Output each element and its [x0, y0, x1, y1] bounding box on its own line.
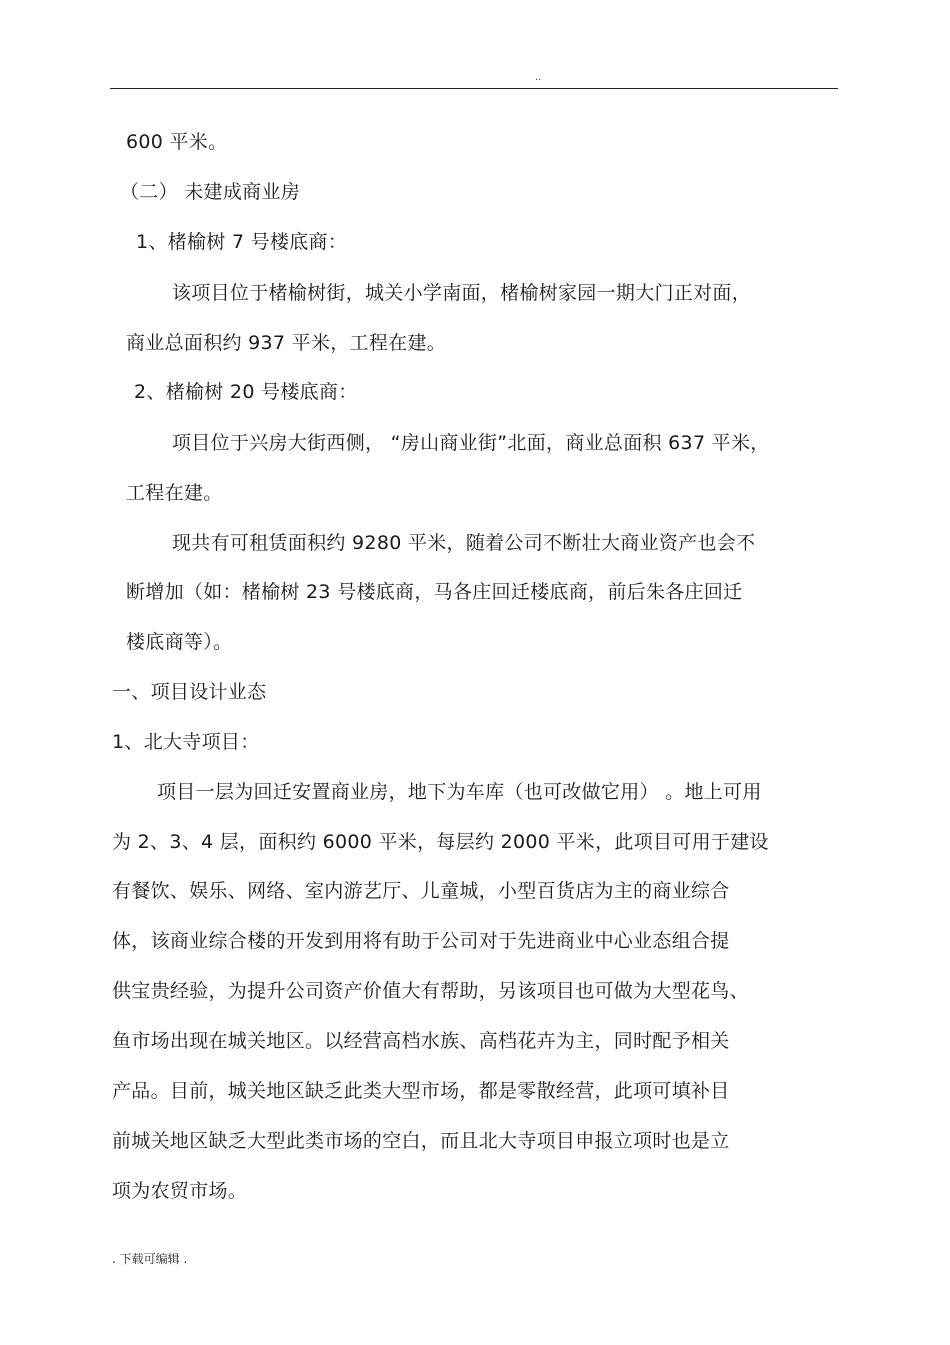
text-line: 体，该商业综合楼的开发到用将有助于公司对于先进商业中心业态组合提 [112, 930, 730, 952]
text-line: 工程在建。 [126, 482, 223, 504]
header-rule [110, 88, 838, 89]
footer-note: . 下载可编辑 . [112, 1252, 188, 1266]
text-line: 600 平米。 [126, 131, 228, 153]
text-line: 前城关地区缺乏大型此类市场的空白，而且北大寺项目申报立项时也是立 [112, 1130, 730, 1152]
text-line: 断增加（如：楮榆树 23 号楼底商，马各庄回迁楼底商，前后朱各庄回迁 [126, 581, 743, 603]
text-line: 现共有可租赁面积约 9280 平米，随着公司不断壮大商业资产也会不 [172, 532, 756, 554]
text-line: 商业总面积约 937 平米，工程在建。 [126, 332, 447, 354]
text-line: 项目一层为回迁安置商业房，地下为车库（也可改做它用） 。地上可用 [157, 781, 762, 803]
text-line: 产品。目前，城关地区缺乏此类大型市场，都是零散经营，此项可填补目 [112, 1080, 730, 1102]
item-heading: 1、北大寺项目： [112, 731, 260, 753]
section-heading: 一、项目设计业态 [112, 681, 267, 703]
text-line: 供宝贵经验，为提升公司资产价值大有帮助，另该项目也可做为大型花鸟、 [112, 980, 749, 1002]
text-line: 楼底商等）。 [126, 631, 233, 653]
section-heading: （二） 未建成商业房 [120, 181, 301, 203]
text-line: 为 2、3、4 层，面积约 6000 平米，每层约 2000 平米，此项目可用于建设 [112, 831, 769, 853]
text-line: 鱼市场出现在城关地区。以经营高档水族、高档花卉为主，同时配予相关 [112, 1030, 730, 1052]
text-line: 项目位于兴房大街西侧， “房山商业街”北面，商业总面积 637 平米， [172, 432, 770, 454]
text-line: 有餐饮、娱乐、网络、室内游艺厅、儿童城，小型百货店为主的商业综合 [112, 880, 730, 902]
item-heading: 2、楮榆树 20 号楼底商： [134, 381, 358, 403]
item-heading: 1、楮榆树 7 号楼底商： [136, 231, 348, 253]
header-mark: .. [535, 72, 542, 83]
text-line: 该项目位于楮榆树街，城关小学南面，楮榆树家园一期大门正对面， [172, 282, 752, 304]
text-line: 项为农贸市场。 [112, 1180, 248, 1202]
